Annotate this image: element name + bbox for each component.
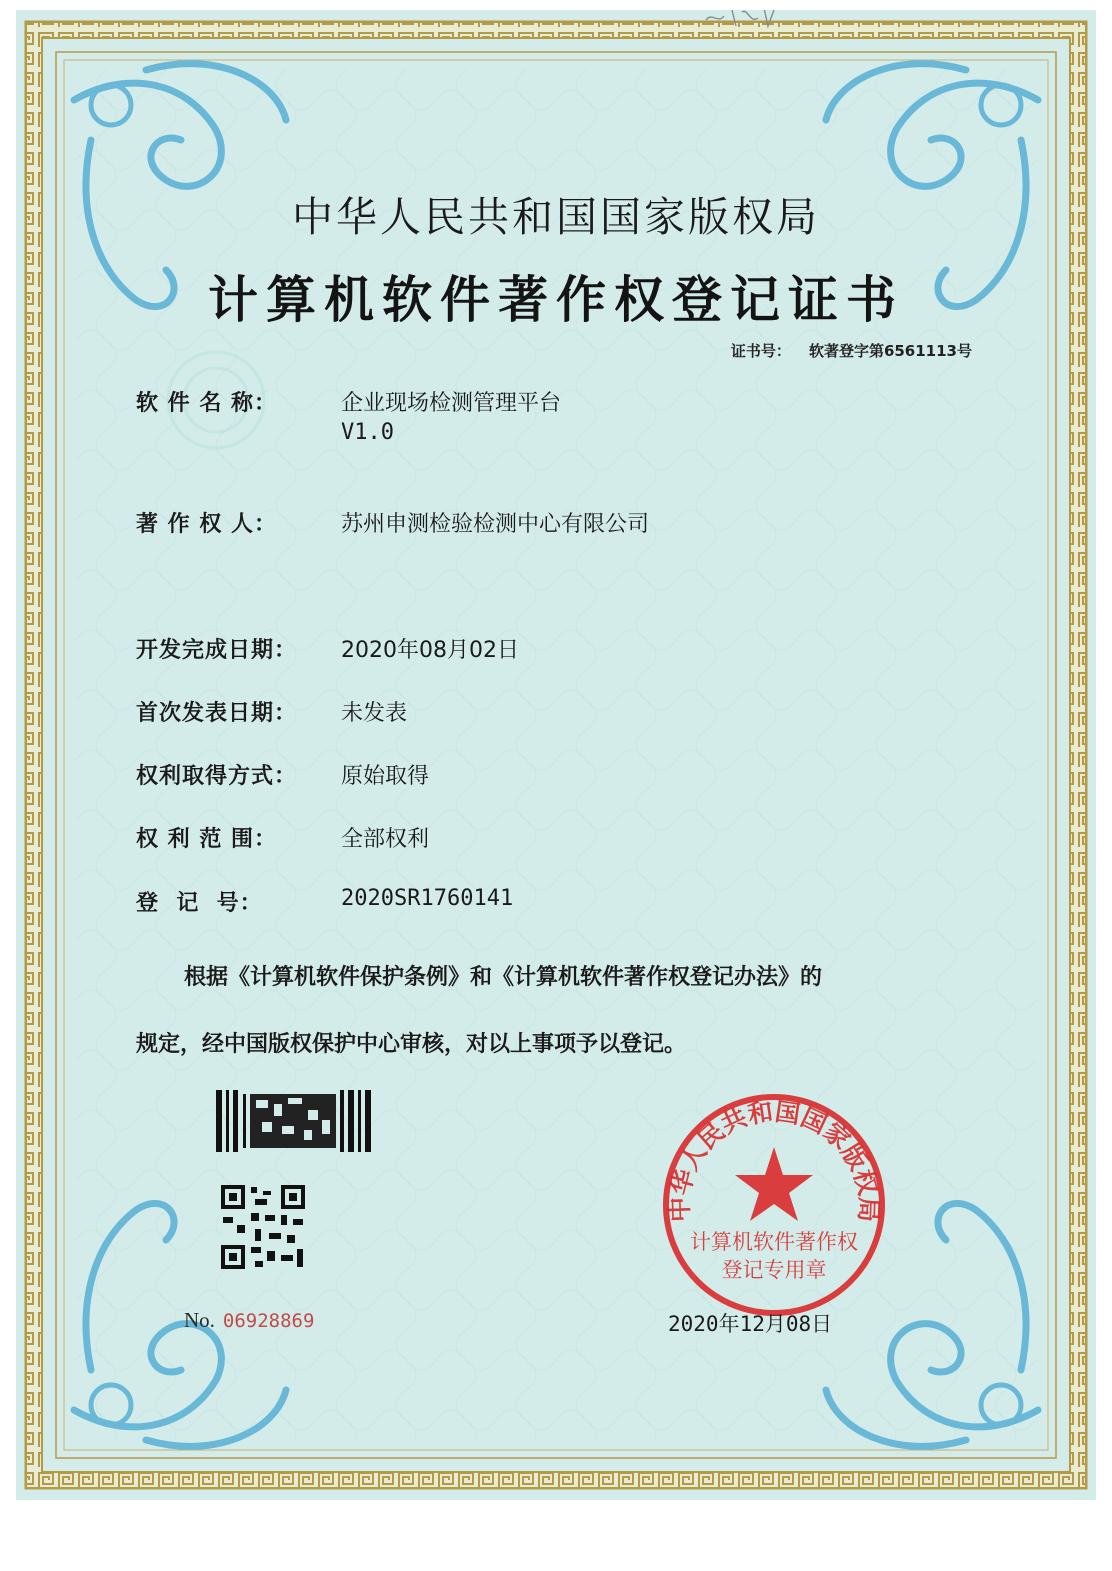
seal-inner-line2: 登记专用章 — [721, 1258, 827, 1282]
serial-value: 06928869 — [222, 1310, 315, 1332]
field-value-completion-date: 2020年08月02日 — [341, 638, 519, 663]
field-value-registration-no: 2020SR1760141 — [341, 886, 514, 911]
seal-inner-line1: 计算机软件著作权 — [690, 1230, 858, 1254]
field-value-publish-date: 未发表 — [341, 701, 408, 726]
field-value-software-version: V1.0 — [341, 420, 394, 445]
serial-prefix: No. — [184, 1308, 215, 1332]
issue-date: 2020年12月08日 — [668, 1312, 833, 1336]
certificate-number-label: 证书号： — [730, 342, 791, 360]
field-value-copyright-owner: 苏州申测检验检测中心有限公司 — [341, 512, 650, 537]
qr-code-icon — [221, 1185, 305, 1269]
field-label-completion-date: 开发完成日期： — [136, 638, 298, 663]
field-label-software-name: 软 件 名 称： — [136, 391, 277, 416]
field-label-acquisition-method: 权利取得方式： — [136, 764, 298, 789]
field-value-rights-scope: 全部权利 — [341, 827, 430, 852]
agency-title: 中华人民共和国国家版权局 — [292, 193, 820, 241]
field-label-publish-date: 首次发表日期： — [136, 701, 298, 726]
field-value-software-name: 企业现场检测管理平台 — [341, 391, 562, 416]
serial-number — [184, 1308, 314, 1333]
seal-ring-text: 中华人民共和国国家版权局 — [664, 1096, 884, 1223]
certificate-number-value: 软著登字第6561113号 — [808, 342, 972, 360]
legal-text-line2: 规定，经中国版权保护中心审核，对以上事项予以登记。 — [136, 1032, 687, 1057]
field-label-copyright-owner: 著 作 权 人： — [136, 512, 277, 537]
legal-text-line1: 根据《计算机软件保护条例》和《计算机软件著作权登记办法》的 — [184, 965, 823, 990]
handwritten-mark — [702, 10, 778, 30]
field-value-acquisition-method: 原始取得 — [341, 764, 430, 789]
certificate-number — [731, 340, 972, 361]
field-label-registration-no: 登 记 号： — [136, 891, 263, 916]
field-label-rights-scope: 权 利 范 围： — [136, 827, 277, 852]
certificate-title: 计算机软件著作权登记证书 — [208, 271, 904, 329]
certificate — [16, 10, 1096, 1500]
